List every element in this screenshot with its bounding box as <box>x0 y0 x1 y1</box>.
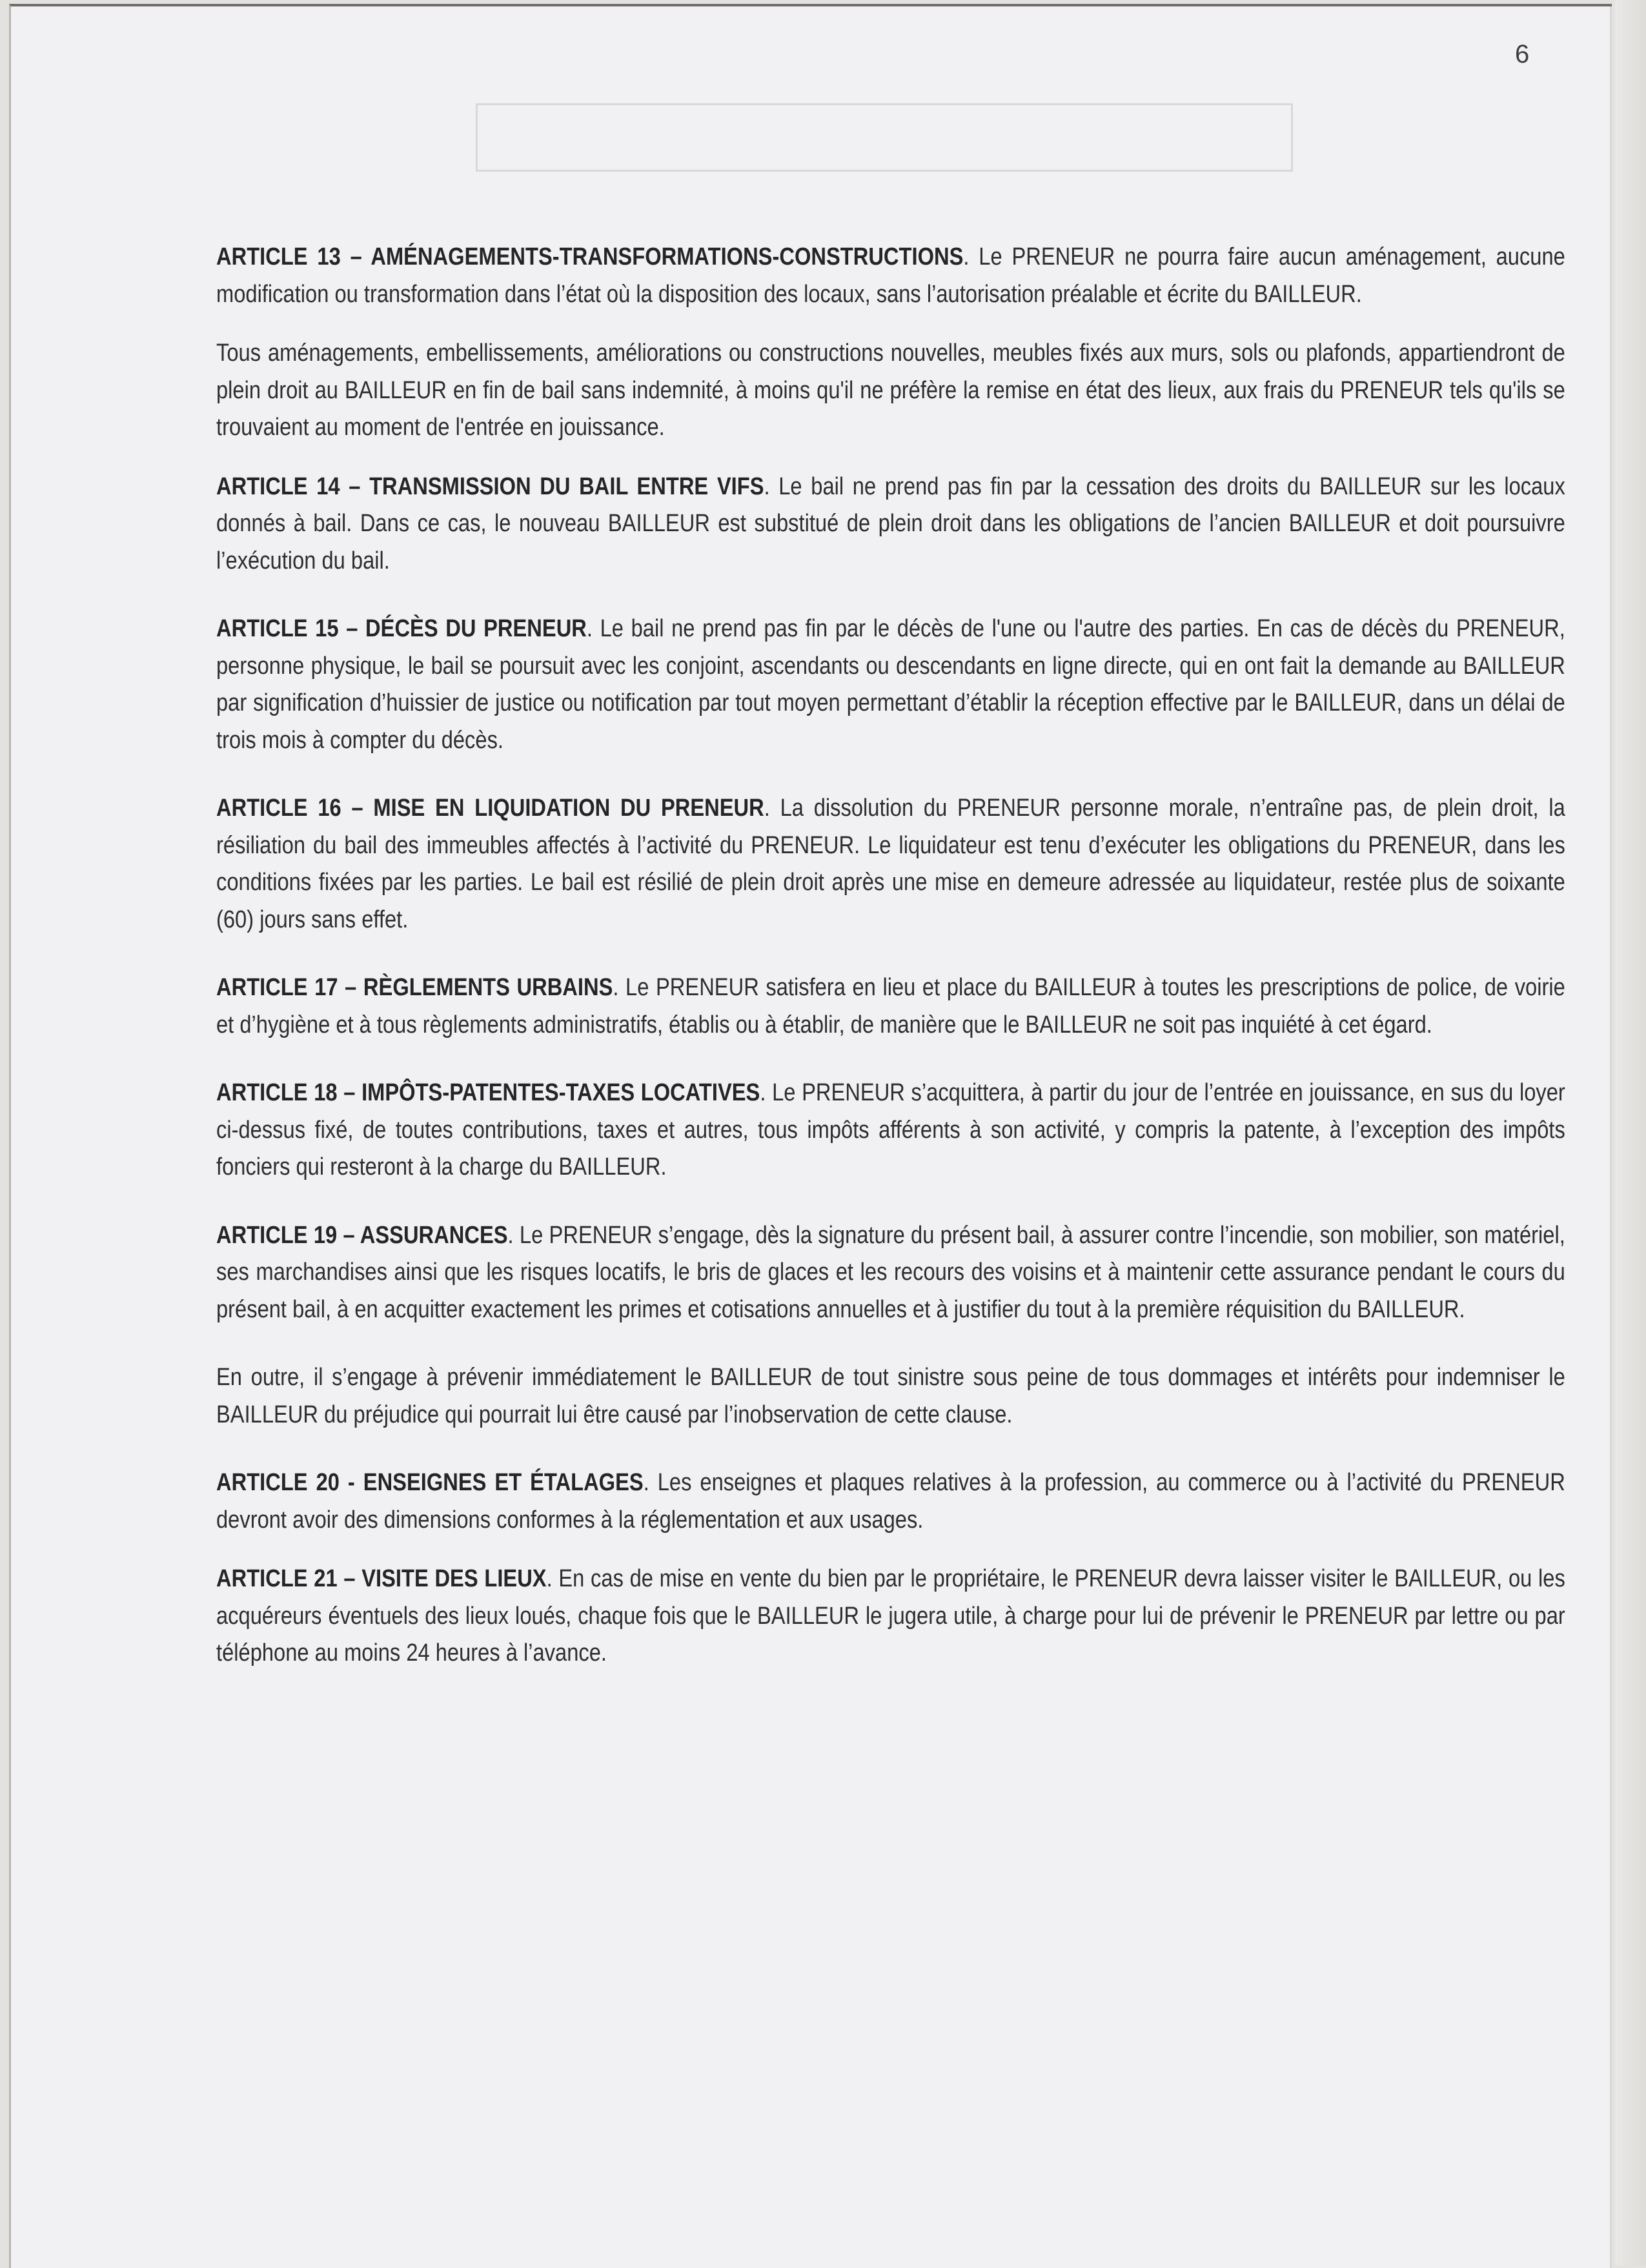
article-15-text: . Le bail ne prend pas fin par le décès de l'une ou l'autre des parties. En cas de décès du PRENEUR, personne physique, le bail se poursuit avec les conjoint, ascendants ou descendants en ligne directe, qui en ont fait la demande au BAILLEUR par signification d’huissier de justice ou notification par tout moyen permettant d’établir la réception effective par le BAILLEUR, dans un délai de trois mois à compter du décès. <box>216 615 1565 754</box>
article-13-text: . Le PRENEUR ne pourra faire aucun aménagement, aucune modification ou transformation dans l’état où la disposition des locaux, sans l’autorisation préalable et écrite du BAILLEUR. <box>216 243 1565 308</box>
article-19-heading: ARTICLE 19 – ASSURANCES <box>216 1221 508 1249</box>
article-15 <box>216 611 1565 759</box>
article-19 <box>216 1217 1565 1329</box>
article-13 <box>216 239 1565 313</box>
article-13-paragraph-2: Tous aménagements, embellissements, améliorations ou constructions nouvelles, meubles fixés aux murs, sols ou plafonds, appartiendront de plein droit au BAILLEUR en fin de bail sans indemnité, à moins qu'il ne préfère la remise en état des lieux, aux frais du PRENEUR tels qu'ils se trouvaient au moment de l'entrée en jouissance. <box>216 339 1565 441</box>
article-13-heading: ARTICLE 13 – AMÉNAGEMENTS-TRANSFORMATIONS-CONSTRUCTIONS <box>216 243 964 270</box>
article-14-text: . Le bail ne prend pas fin par la cessation des droits du BAILLEUR sur les locaux donnés à bail. Dans ce cas, le nouveau BAILLEUR est substitué de plein droit dans les obligations de l’ancien BAILLEUR et doit poursuivre l’exécution du bail. <box>216 472 1565 574</box>
article-16-heading: ARTICLE 16 – MISE EN LIQUIDATION DU PRENEUR <box>216 795 764 822</box>
document-page <box>9 4 1612 2268</box>
article-14 <box>216 469 1565 580</box>
page-number: 6 <box>1515 40 1530 68</box>
article-15-heading: ARTICLE 15 – DÉCÈS DU PRENEUR <box>216 615 587 642</box>
article-16 <box>216 790 1565 938</box>
bleed-through-box <box>476 103 1293 172</box>
article-19-paragraph-2: En outre, il s’engage à prévenir immédiatement le BAILLEUR de tout sinistre sous peine de tous dommages et intérêts pour indemniser le BAILLEUR du préjudice qui pourrait lui être causé par l’inobservation de cette clause. <box>216 1364 1565 1428</box>
article-20-text: . Les enseignes et plaques relatives à la profession, au commerce ou à l’activité du PRENEUR devront avoir des dimensions conformes à la réglementation et aux usages. <box>216 1469 1565 1534</box>
article-19-text: . Le PRENEUR s’engage, dès la signature du présent bail, à assurer contre l’incendie, son mobilier, son matériel, ses marchandises ainsi que les risques locatifs, le bris de glaces et les recours des voisins et à maintenir cette assurance pendant le cours du présent bail, à en acquitter exactement les primes et cotisations annuelles et à justifier du tout à la première réquisition du BAILLEUR. <box>216 1221 1565 1323</box>
article-21 <box>216 1561 1565 1672</box>
article-14-heading: ARTICLE 14 – TRANSMISSION DU BAIL ENTRE VIFS <box>216 472 764 500</box>
article-21-heading: ARTICLE 21 – VISITE DES LIEUX <box>216 1565 547 1592</box>
article-21-text: . En cas de mise en vente du bien par le propriétaire, le PRENEUR devra laisser visiter le BAILLEUR, ou les acquéreurs éventuels des lieux loués, chaque fois que le BAILLEUR le jugera utile, à charge pour lui de prévenir le PRENEUR par lettre ou par téléphone au moins 24 heures à l’avance. <box>216 1565 1565 1666</box>
articles-column <box>216 239 1565 1672</box>
article-17-heading: ARTICLE 17 – RÈGLEMENTS URBAINS <box>216 974 613 1001</box>
article-16-text: . La dissolution du PRENEUR personne morale, n’entraîne pas, de plein droit, la résiliation du bail des immeubles affectés à l’activité du PRENEUR. Le liquidateur est tenu d’exécuter les obligations du PRENEUR, dans les conditions fixées par les parties. Le bail est résilié de plein droit après une mise en demeure adressée au liquidateur, restée plus de soixante (60) jours sans effet. <box>216 795 1565 933</box>
article-18-heading: ARTICLE 18 – IMPÔTS-PATENTES-TAXES LOCATIVES <box>216 1079 760 1106</box>
page-edge <box>1615 0 1646 2265</box>
article-20 <box>216 1464 1565 1539</box>
article-17-text: . Le PRENEUR satisfera en lieu et place du BAILLEUR à toutes les prescriptions de police, de voirie et d’hygiène et à tous règlements administratifs, établis ou à établir, de manière que le BAILLEUR ne soit pas inquiété à cet égard. <box>216 974 1565 1038</box>
articles-body <box>216 239 1565 1672</box>
article-17 <box>216 969 1565 1044</box>
article-18 <box>216 1075 1565 1186</box>
article-18-text: . Le PRENEUR s’acquittera, à partir du jour de l’entrée en jouissance, en sus du loyer ci-dessus fixé, de toutes contributions, taxes et autres, tous impôts afférents à son activité, y compris la patente, à l’exception des impôts fonciers qui resteront à la charge du BAILLEUR. <box>216 1079 1565 1180</box>
article-20-heading: ARTICLE 20 - ENSEIGNES ET ÉTALAGES <box>216 1469 644 1496</box>
